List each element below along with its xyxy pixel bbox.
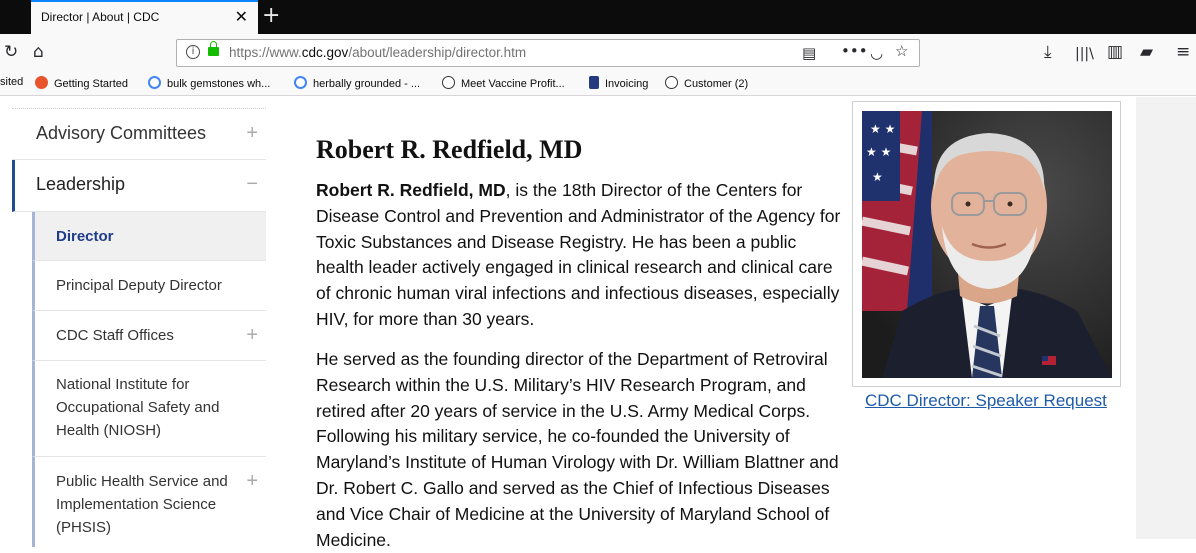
menu-icon[interactable]: ≡	[1176, 42, 1191, 62]
sidebar-subitem-director[interactable]	[32, 212, 266, 261]
sidebar-subitem-label: Principal Deputy Director	[56, 277, 222, 294]
director-photo[interactable]	[862, 111, 1112, 378]
director-photo-frame	[852, 101, 1121, 387]
bookmark-item[interactable]: Customer (2)	[665, 76, 748, 90]
more-icon[interactable]: •••	[841, 42, 868, 60]
reload-icon[interactable]: ↻	[4, 42, 19, 62]
sidebar-item-label: Leadership	[36, 174, 126, 194]
portrait-image	[862, 111, 1112, 378]
page-title: Robert R. Redfield, MD	[316, 135, 583, 164]
globe-icon	[442, 76, 455, 89]
speaker-request-link[interactable]: CDC Director: Speaker Request	[865, 391, 1107, 410]
bookmark-item[interactable]: Invoicing	[589, 76, 648, 90]
download-icon[interactable]: ⤓	[1044, 42, 1052, 62]
firefox-icon	[35, 76, 48, 89]
sidebar-subitem-cdc-staff-offices[interactable]	[32, 311, 266, 361]
bookmarks-toolbar	[0, 72, 1196, 96]
close-icon[interactable]: ✕	[234, 7, 248, 26]
svg-text:★ ★: ★ ★	[866, 145, 892, 159]
sidebar-subitem-label: CDC Staff Offices	[56, 327, 174, 344]
reader-icon[interactable]: ▤	[802, 44, 817, 62]
bookmark-item[interactable]: bulk gemstones wh...	[148, 76, 270, 90]
minus-icon[interactable]: −	[246, 173, 258, 195]
extension-icon[interactable]: ▰	[1140, 42, 1154, 62]
bio-paragraph-2: He served as the founding director of the Department of Retroviral Research within the U.S. Military’s HIV Research Program, and retired after 20 years of service in the U.S. Army Medical Corps. Following his military service, he co-founded the University of Maryland’s Institute of Human Virology with Dr. William Blattner and Dr. Robert C. Gallo and served as the Chief of Infectious Diseases and Vice Chair of Medicine at the University of Maryland School of Medicine.	[316, 347, 1116, 553]
new-tab-icon[interactable]: +	[262, 3, 281, 28]
url-bar[interactable]	[176, 39, 920, 67]
pocket-icon[interactable]: ◡	[870, 44, 884, 62]
sidebar-item-advisory-committees[interactable]	[12, 110, 266, 160]
url-text[interactable]: https://www.cdc.gov/about/leadership/director.htm	[229, 45, 527, 60]
sidebar-subitem-label: Public Health Service and Implementation Science (PHSIS)	[56, 473, 228, 536]
sidebar-subitem-label: National Institute for Occupational Safety and Health (NIOSH)	[56, 376, 220, 439]
sidebar-item-label: Advisory Committees	[36, 123, 207, 143]
sidebar-item-leadership[interactable]	[12, 160, 266, 212]
divider	[12, 97, 266, 109]
page-gutter	[1136, 97, 1196, 539]
plus-icon[interactable]: +	[246, 324, 258, 346]
bio-paragraph-1: Robert R. Redfield, MD, is the 18th Director of the Centers for Disease Control and Prevention and Administrator of the Agency for Toxic Substances and Disease Registry. He has been a public health leader actively engaged in clinical research and clinical care of chronic human viral infections and infectious diseases, especially HIV, for more than 30 years.	[316, 180, 841, 329]
sidebar-icon[interactable]: ▥	[1107, 42, 1124, 62]
google-icon	[148, 76, 161, 89]
bookmark-item[interactable]: sited	[0, 76, 24, 88]
sidebar-subitem-niosh[interactable]	[32, 361, 266, 457]
svg-text:★ ★: ★ ★	[870, 122, 896, 136]
tab-director[interactable]	[31, 0, 258, 34]
bookmark-item[interactable]: Getting Started	[35, 76, 128, 90]
home-icon[interactable]: ⌂	[33, 42, 44, 62]
tab-strip	[0, 0, 1196, 34]
bio-name-bold: Robert R. Redfield, MD	[316, 180, 506, 200]
svg-text:★: ★	[872, 170, 883, 184]
plus-icon[interactable]: +	[246, 470, 258, 492]
library-icon[interactable]: |||\	[1075, 46, 1094, 62]
globe-icon	[665, 76, 678, 89]
sidebar-subitem-label: Director	[56, 228, 114, 245]
navigation-toolbar	[0, 34, 1196, 72]
info-icon[interactable]: i	[186, 45, 200, 59]
plus-icon[interactable]: +	[246, 122, 258, 144]
sidebar-subitem-principal-deputy-director[interactable]	[32, 261, 266, 311]
sidebar-subitem-phsis[interactable]	[32, 457, 266, 547]
lock-icon[interactable]	[208, 47, 219, 56]
bookmark-item[interactable]: herbally grounded - ...	[294, 76, 420, 90]
star-icon[interactable]: ☆	[895, 42, 909, 60]
tab-title: Director | About | CDC	[41, 10, 160, 24]
google-icon	[294, 76, 307, 89]
page-content	[0, 97, 1136, 550]
bookmark-item[interactable]: Meet Vaccine Profit...	[442, 76, 565, 90]
paypal-icon	[589, 76, 599, 89]
